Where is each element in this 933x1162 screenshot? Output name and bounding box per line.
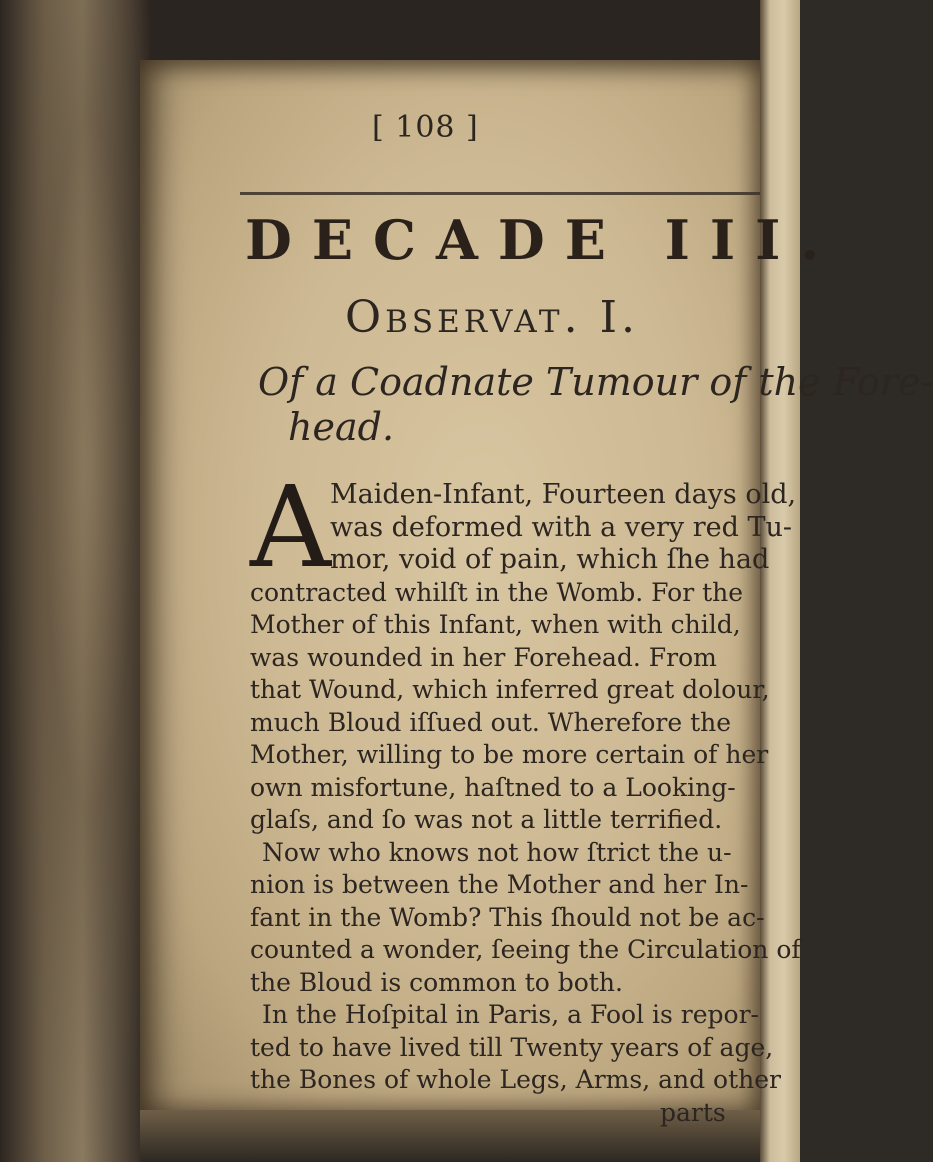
body-line: Now who knows not how ſtrict the u- [262, 837, 732, 867]
body-line: Mother of this Infant, when with child, [250, 610, 741, 639]
body-line: In the Hoſpital in Paris, a Fool is repor- [262, 1000, 759, 1029]
body-line: the Bloud is common to both. [250, 967, 623, 997]
body-line: much Bloud iſſued out. Wherefore the [250, 707, 732, 737]
header-rule [240, 192, 760, 195]
body-line: Maiden-Infant, Fourteen days old, [330, 479, 797, 510]
body-line: contracted whilſt in the Womb. For the [250, 577, 744, 607]
drop-cap: A [250, 463, 331, 593]
body-line-hidden: ted to have lived till Twenty years of age, [250, 1032, 774, 1062]
chapter-title-line-2: head. [288, 405, 395, 449]
body-line: mor, void of pain, which ſhe had [330, 544, 770, 575]
body-line: was wounded in her Forehead. From [250, 642, 717, 672]
body-line: was deformed with a very red Tu- [330, 511, 793, 543]
body-line: own misfortune, haſtned to a Looking- [250, 772, 736, 802]
body-line: counted a wonder, ſeeing the Circulation of [250, 935, 801, 964]
catchword: parts [660, 1097, 726, 1127]
body-line: that Wound, which inferred great dolour, [250, 675, 770, 704]
decade-heading: DECADE III. [245, 208, 840, 272]
page-number: [ 108 ] [372, 110, 479, 145]
observation-heading: Observat. I. [345, 292, 639, 343]
body-line: Mother, willing to be more certain of her [250, 740, 769, 769]
binding-margin [0, 0, 150, 1162]
body-line-hidden: the Bones of whole Legs, Arms, and other [250, 1065, 781, 1094]
body-line: fant in the Womb? This ſhould not be ac- [250, 902, 765, 932]
adjacent-page-edge [760, 0, 800, 1162]
chapter-title-line-1: Of a Coadnate Tumour of the Fore- [258, 360, 933, 404]
body-line: glaſs, and ſo was not a little terrified. [250, 805, 723, 834]
body-line: nion is between the Mother and her In- [250, 870, 749, 899]
